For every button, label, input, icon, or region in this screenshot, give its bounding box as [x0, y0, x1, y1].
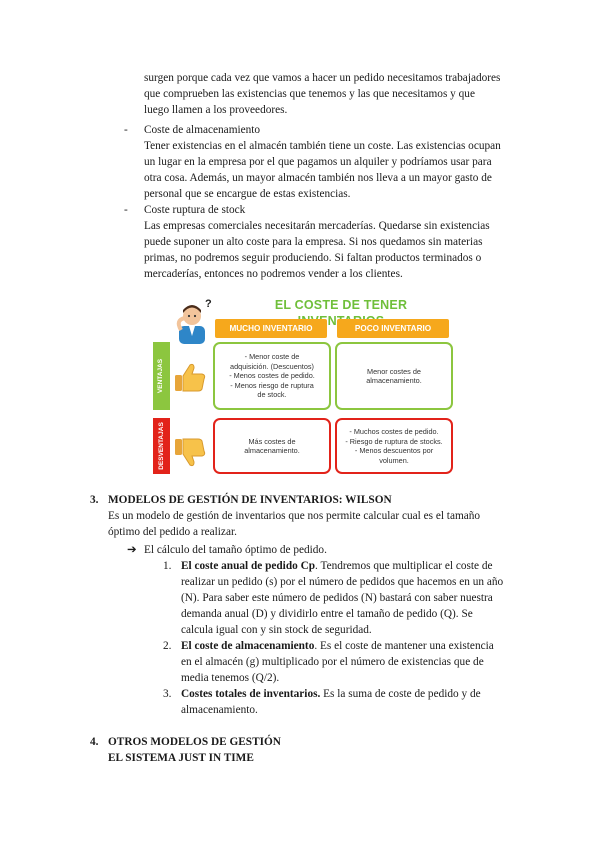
section-subheading: EL SISTEMA JUST IN TIME: [108, 752, 254, 764]
text-line: en el almacén (g) multiplicado por el número de existencias que de: [181, 656, 484, 668]
section-number: 3.: [90, 494, 99, 506]
text-line: (N). Para saber este número de pedidos (N) bastará con saber nuestra: [181, 592, 493, 604]
arrow-item-text: El cálculo del tamaño óptimo de pedido.: [144, 544, 327, 556]
text-line: mercaderías, entonces no podremos vender a los clientes.: [144, 268, 403, 280]
item-bold-term: El coste de almacenamiento: [181, 640, 315, 652]
text-line: media tenemos (Q/2).: [181, 672, 280, 684]
item-text: Es la suma de coste de pedido y de: [320, 688, 481, 700]
item-text: . Es el coste de mantener una existencia: [314, 640, 494, 652]
bullet-marker: -: [124, 124, 128, 136]
text-line: óptimo del pedido a realizar.: [108, 526, 237, 538]
question-mark: ?: [205, 298, 212, 310]
text-line: calcula igual con y sin stock de seguridad.: [181, 624, 372, 636]
list-number: 3.: [163, 688, 172, 700]
box-desventajas-mucho: Más costes de almacenamiento.: [213, 418, 331, 474]
thumbs-up-icon: [173, 362, 207, 394]
text-line: que comprueben las existencias que tenemos y las que necesitamos y que: [144, 88, 475, 100]
section-heading: OTROS MODELOS DE GESTIÓN: [108, 736, 281, 748]
infographic-title: EL COSTE DE TENER: [274, 298, 408, 312]
list-number: 2.: [163, 640, 172, 652]
inventory-cost-infographic: [143, 294, 455, 478]
bullet-title: Coste de almacenamiento: [144, 124, 261, 136]
row-label-ventajas: VENTAJAS: [153, 342, 170, 410]
box-ventajas-poco: Menor costes de almacenamiento.: [335, 342, 453, 410]
section-heading: MODELOS DE GESTIÓN DE INVENTARIOS: WILSON: [108, 494, 392, 506]
text-line: otra cosa. Además, un mayor almacén también nos lleva a un mayor gasto de: [144, 172, 492, 184]
text-line: almacenamiento.: [181, 704, 258, 716]
section-number: 4.: [90, 736, 99, 748]
text-line: Las empresas comerciales necesitarán mercaderías. Quedarse sin existencias: [144, 220, 490, 232]
item-text: . Tendremos que multiplicar el coste de: [315, 560, 493, 572]
row-label-desventajas: DESVENTAJAS: [153, 418, 170, 474]
bullet-marker: -: [124, 204, 128, 216]
text-line: personal que se encargue de estas existencias.: [144, 188, 351, 200]
text-line: un lugar en la empresa por el que pagamos un alquiler y podríamos usar para: [144, 156, 492, 168]
list-number: 1.: [163, 560, 172, 572]
header-poco-inventario: POCO INVENTARIO: [337, 319, 449, 338]
text-line: primas, no podremos seguir produciendo. Si faltan productos terminados o: [144, 252, 482, 264]
text-line: demanda anual (D) y dividirlo entre el tamaño de pedido (Q). Se: [181, 608, 473, 620]
box-desventajas-poco: - Muchos costes de pedido. - Riesgo de ruptura de stocks. - Menos descuentos por volumen.: [335, 418, 453, 474]
text-line: Es un modelo de gestión de inventarios que nos permite calcular cual es el tamaño: [108, 510, 481, 522]
item-bold-term: El coste anual de pedido Cp: [181, 560, 316, 572]
header-mucho-inventario: MUCHO INVENTARIO: [215, 319, 327, 338]
text-line: realizar un pedido (s) por el número de pedidos que hacemos en un año: [181, 576, 504, 588]
text-line: luego llamen a los proveedores.: [144, 104, 288, 116]
text-line: Tener existencias en el almacén también tiene un coste. Las existencias ocupan: [144, 140, 501, 152]
arrow-right-icon: ➔: [127, 544, 137, 556]
box-ventajas-mucho: - Menor coste de adquisición. (Descuentos) - Menos costes de pedido. - Menos riesgo de ruptura de stock.: [213, 342, 331, 410]
text-line: surgen porque cada vez que vamos a hacer un pedido necesitamos trabajadores: [144, 72, 501, 84]
text-line: puede suponer un alto coste para la empresa. Si nos quedamos sin materias: [144, 236, 483, 248]
thumbs-down-icon: [173, 436, 207, 468]
item-bold-term: Costes totales de inventarios.: [181, 688, 321, 700]
bullet-title: Coste ruptura de stock: [144, 204, 246, 216]
